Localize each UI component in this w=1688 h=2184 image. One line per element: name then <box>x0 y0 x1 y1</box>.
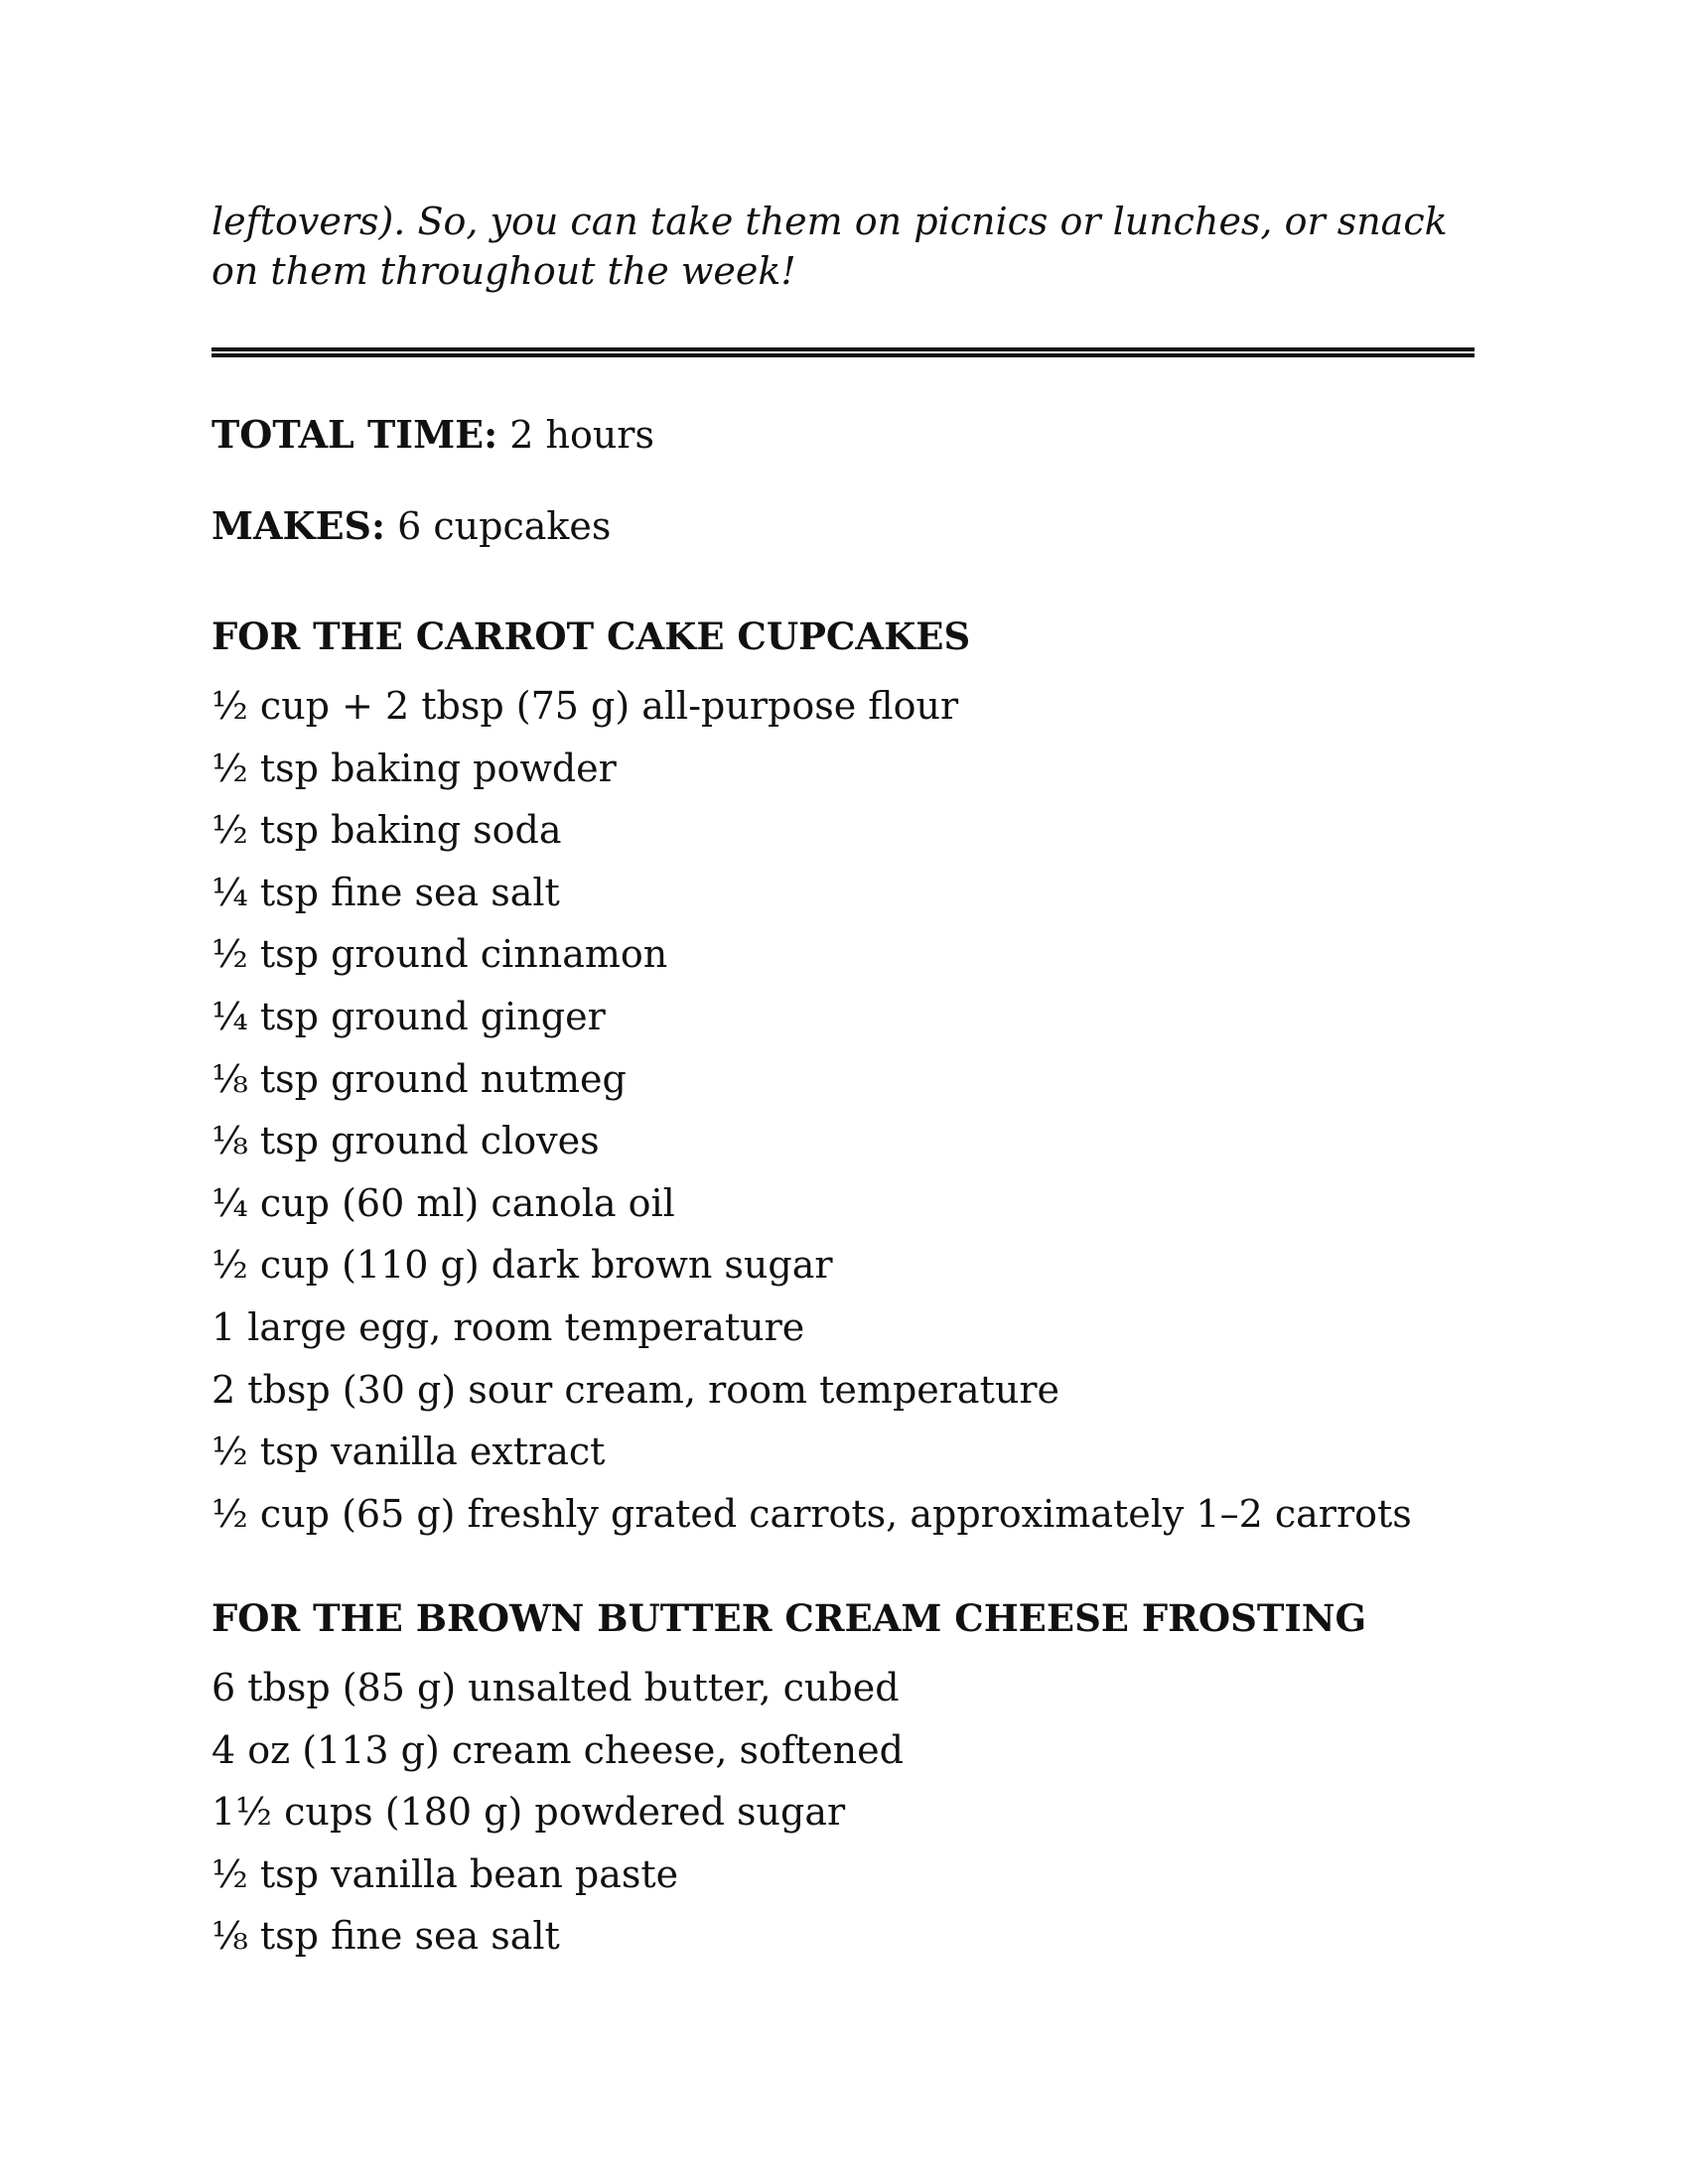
ingredient-item: ½ cup (110 g) dark brown sugar <box>211 1243 833 1288</box>
ingredient-item: ½ tsp vanilla extract <box>211 1430 606 1474</box>
ingredient-item: ½ cup (65 g) freshly grated carrots, approximately 1–2 carrots <box>211 1491 1412 1536</box>
ingredient-item: ½ tsp baking powder <box>211 746 617 790</box>
total-time-line <box>211 412 654 458</box>
cupcakes-section <box>211 614 1475 1545</box>
ingredient-item: ½ tsp ground cinnamon <box>211 932 668 977</box>
frosting-ingredient-list <box>211 1657 1475 1968</box>
intro-paragraph: leftovers). So, you can take them on picnics or lunches, or snack on them throughout the week! <box>211 200 1448 293</box>
ingredient-item: ¼ cup (60 ml) canola oil <box>211 1180 675 1225</box>
total-time-label: TOTAL TIME: <box>211 412 498 457</box>
ingredient-item: ½ tsp baking soda <box>211 808 562 853</box>
frosting-section <box>211 1595 1475 1968</box>
ingredient-item: ¼ tsp fine sea salt <box>211 870 560 914</box>
ingredient-item: ⅛ tsp ground cloves <box>211 1119 600 1163</box>
ingredient-item: 6 tbsp (85 g) unsalted butter, cubed <box>211 1666 900 1709</box>
ingredient-item: 4 oz (113 g) cream cheese, softened <box>211 1727 904 1772</box>
ingredient-item: 1 large egg, room temperature <box>211 1304 805 1349</box>
frosting-heading: FOR THE BROWN BUTTER CREAM CHEESE FROSTING <box>211 1596 1367 1640</box>
cupcakes-heading: FOR THE CARROT CAKE CUPCAKES <box>211 614 971 658</box>
total-time-value: 2 hours <box>509 413 654 457</box>
recipe-page <box>211 0 1477 2184</box>
ingredient-item: 2 tbsp (30 g) sour cream, room temperature <box>211 1367 1059 1412</box>
ingredient-item: ¼ tsp ground ginger <box>211 994 606 1038</box>
makes-line <box>211 503 611 549</box>
ingredient-item: 1½ cups (180 g) powdered sugar <box>211 1790 846 1835</box>
ingredient-item: ½ cup + 2 tbsp (75 g) all-purpose flour <box>211 684 959 728</box>
makes-label: MAKES: <box>211 503 386 548</box>
ingredient-item: ½ tsp vanilla bean paste <box>211 1851 679 1896</box>
makes-value: 6 cupcakes <box>397 504 612 548</box>
ingredient-item: ⅛ tsp fine sea salt <box>211 1914 560 1959</box>
cupcakes-ingredient-list <box>211 675 1475 1545</box>
double-rule-divider <box>211 347 1475 357</box>
ingredient-item: ⅛ tsp ground nutmeg <box>211 1056 627 1101</box>
